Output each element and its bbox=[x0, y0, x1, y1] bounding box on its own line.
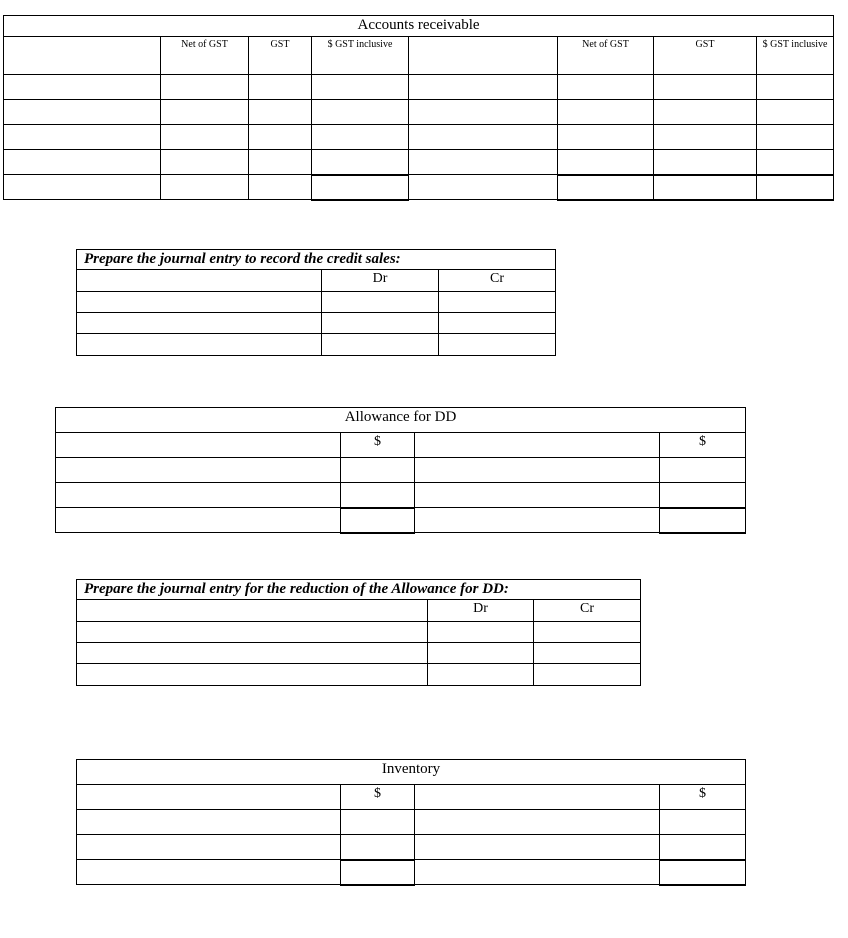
right-gst-header: GST bbox=[654, 37, 757, 75]
entry-cell[interactable] bbox=[409, 75, 558, 100]
table-row bbox=[77, 622, 641, 643]
entry-cell[interactable] bbox=[312, 75, 409, 100]
entry-cell[interactable] bbox=[409, 125, 558, 150]
entry-cell[interactable] bbox=[341, 483, 415, 508]
right-net-of-gst-header: Net of GST bbox=[558, 37, 654, 75]
allowance-dd-table bbox=[55, 407, 746, 534]
right-gst-inclusive-header: $ GST inclusive bbox=[757, 37, 834, 75]
entry-cell[interactable] bbox=[341, 810, 415, 835]
left-net-of-gst-header: Net of GST bbox=[161, 37, 249, 75]
entry-cell[interactable] bbox=[409, 150, 558, 175]
entry-cell[interactable] bbox=[341, 458, 415, 483]
journal-credit-sales-title: Prepare the journal entry to record the credit sales: bbox=[77, 250, 556, 270]
entry-cell[interactable] bbox=[161, 100, 249, 125]
entry-cell[interactable] bbox=[341, 835, 415, 860]
entry-cell[interactable] bbox=[77, 334, 322, 356]
right-amount-header: $ bbox=[660, 433, 746, 458]
table-row bbox=[77, 835, 746, 860]
table-row bbox=[77, 313, 556, 334]
accounts-receivable-table bbox=[3, 15, 834, 201]
entry-cell[interactable] bbox=[534, 664, 641, 686]
entry-cell[interactable] bbox=[161, 75, 249, 100]
entry-cell[interactable] bbox=[415, 508, 660, 533]
entry-cell[interactable] bbox=[415, 810, 660, 835]
entry-cell[interactable] bbox=[77, 835, 341, 860]
entry-cell[interactable] bbox=[660, 835, 746, 860]
entry-cell[interactable] bbox=[558, 75, 654, 100]
dr-header: Dr bbox=[322, 270, 439, 292]
entry-cell[interactable] bbox=[312, 100, 409, 125]
entry-cell[interactable] bbox=[558, 100, 654, 125]
total-cell[interactable] bbox=[757, 175, 834, 200]
table-row bbox=[77, 334, 556, 356]
entry-cell[interactable] bbox=[4, 100, 161, 125]
total-cell[interactable] bbox=[558, 175, 654, 200]
entry-cell[interactable] bbox=[77, 664, 428, 686]
entry-cell[interactable] bbox=[534, 622, 641, 643]
table-row bbox=[56, 508, 746, 533]
table-row bbox=[77, 643, 641, 664]
entry-cell[interactable] bbox=[322, 334, 439, 356]
header-cell bbox=[56, 433, 341, 458]
entry-cell[interactable] bbox=[428, 643, 534, 664]
entry-cell[interactable] bbox=[660, 458, 746, 483]
table-row bbox=[4, 150, 834, 175]
entry-cell[interactable] bbox=[56, 483, 341, 508]
cr-header: Cr bbox=[439, 270, 556, 292]
entry-cell[interactable] bbox=[660, 483, 746, 508]
allowance-dd-title: Allowance for DD bbox=[56, 408, 746, 433]
entry-cell[interactable] bbox=[4, 125, 161, 150]
total-cell[interactable] bbox=[654, 175, 757, 200]
entry-cell[interactable] bbox=[757, 100, 834, 125]
entry-cell[interactable] bbox=[249, 150, 312, 175]
entry-cell[interactable] bbox=[660, 810, 746, 835]
entry-cell[interactable] bbox=[439, 313, 556, 334]
header-cell bbox=[409, 37, 558, 75]
entry-cell[interactable] bbox=[654, 100, 757, 125]
accounts-receivable-title: Accounts receivable bbox=[4, 16, 834, 37]
cr-header: Cr bbox=[534, 600, 641, 622]
entry-cell[interactable] bbox=[312, 125, 409, 150]
entry-cell[interactable] bbox=[439, 334, 556, 356]
entry-cell[interactable] bbox=[654, 75, 757, 100]
entry-cell[interactable] bbox=[428, 622, 534, 643]
total-cell[interactable] bbox=[312, 175, 409, 200]
dr-header: Dr bbox=[428, 600, 534, 622]
entry-cell[interactable] bbox=[77, 643, 428, 664]
entry-cell[interactable] bbox=[322, 292, 439, 313]
entry-cell[interactable] bbox=[56, 508, 341, 533]
left-gst-inclusive-header: $ GST inclusive bbox=[312, 37, 409, 75]
left-amount-header: $ bbox=[341, 785, 415, 810]
entry-cell[interactable] bbox=[558, 150, 654, 175]
entry-cell[interactable] bbox=[757, 75, 834, 100]
entry-cell[interactable] bbox=[558, 125, 654, 150]
header-cell bbox=[77, 270, 322, 292]
entry-cell[interactable] bbox=[654, 150, 757, 175]
entry-cell[interactable] bbox=[77, 313, 322, 334]
journal-allowance-reduction-title: Prepare the journal entry for the reduction of the Allowance for DD: bbox=[77, 580, 641, 600]
header-cell bbox=[415, 433, 660, 458]
entry-cell[interactable] bbox=[77, 292, 322, 313]
table-row bbox=[4, 125, 834, 150]
table-row bbox=[77, 860, 746, 885]
total-cell[interactable] bbox=[660, 860, 746, 885]
entry-cell[interactable] bbox=[77, 810, 341, 835]
table-row bbox=[4, 75, 834, 100]
total-cell[interactable] bbox=[660, 508, 746, 533]
entry-cell[interactable] bbox=[4, 150, 161, 175]
total-cell[interactable] bbox=[341, 860, 415, 885]
entry-cell[interactable] bbox=[249, 75, 312, 100]
table-row bbox=[56, 458, 746, 483]
table-row bbox=[77, 664, 641, 686]
table-row bbox=[77, 292, 556, 313]
table-row bbox=[56, 483, 746, 508]
entry-cell[interactable] bbox=[161, 125, 249, 150]
entry-cell[interactable] bbox=[4, 75, 161, 100]
entry-cell[interactable] bbox=[312, 150, 409, 175]
entry-cell[interactable] bbox=[77, 622, 428, 643]
journal-allowance-reduction-table bbox=[76, 579, 641, 686]
inventory-table bbox=[76, 759, 746, 886]
entry-cell[interactable] bbox=[654, 125, 757, 150]
entry-cell[interactable] bbox=[415, 483, 660, 508]
entry-cell[interactable] bbox=[534, 643, 641, 664]
right-amount-header: $ bbox=[660, 785, 746, 810]
entry-cell[interactable] bbox=[249, 175, 312, 200]
journal-credit-sales-table bbox=[76, 249, 556, 356]
entry-cell[interactable] bbox=[409, 100, 558, 125]
entry-cell[interactable] bbox=[757, 125, 834, 150]
entry-cell[interactable] bbox=[161, 150, 249, 175]
table-row bbox=[4, 175, 834, 200]
left-amount-header: $ bbox=[341, 433, 415, 458]
header-cell bbox=[415, 785, 660, 810]
table-row bbox=[77, 810, 746, 835]
header-cell bbox=[77, 785, 341, 810]
entry-cell[interactable] bbox=[415, 458, 660, 483]
left-gst-header: GST bbox=[249, 37, 312, 75]
entry-cell[interactable] bbox=[415, 860, 660, 885]
entry-cell[interactable] bbox=[249, 100, 312, 125]
entry-cell[interactable] bbox=[428, 664, 534, 686]
inventory-title: Inventory bbox=[77, 760, 746, 785]
header-cell bbox=[4, 37, 161, 75]
entry-cell[interactable] bbox=[56, 458, 341, 483]
entry-cell[interactable] bbox=[249, 125, 312, 150]
entry-cell[interactable] bbox=[161, 175, 249, 200]
total-cell[interactable] bbox=[341, 508, 415, 533]
entry-cell[interactable] bbox=[439, 292, 556, 313]
entry-cell[interactable] bbox=[415, 835, 660, 860]
entry-cell[interactable] bbox=[77, 860, 341, 885]
entry-cell[interactable] bbox=[757, 150, 834, 175]
entry-cell[interactable] bbox=[4, 175, 161, 200]
header-cell bbox=[77, 600, 428, 622]
entry-cell[interactable] bbox=[409, 175, 558, 200]
entry-cell[interactable] bbox=[322, 313, 439, 334]
table-row bbox=[4, 100, 834, 125]
